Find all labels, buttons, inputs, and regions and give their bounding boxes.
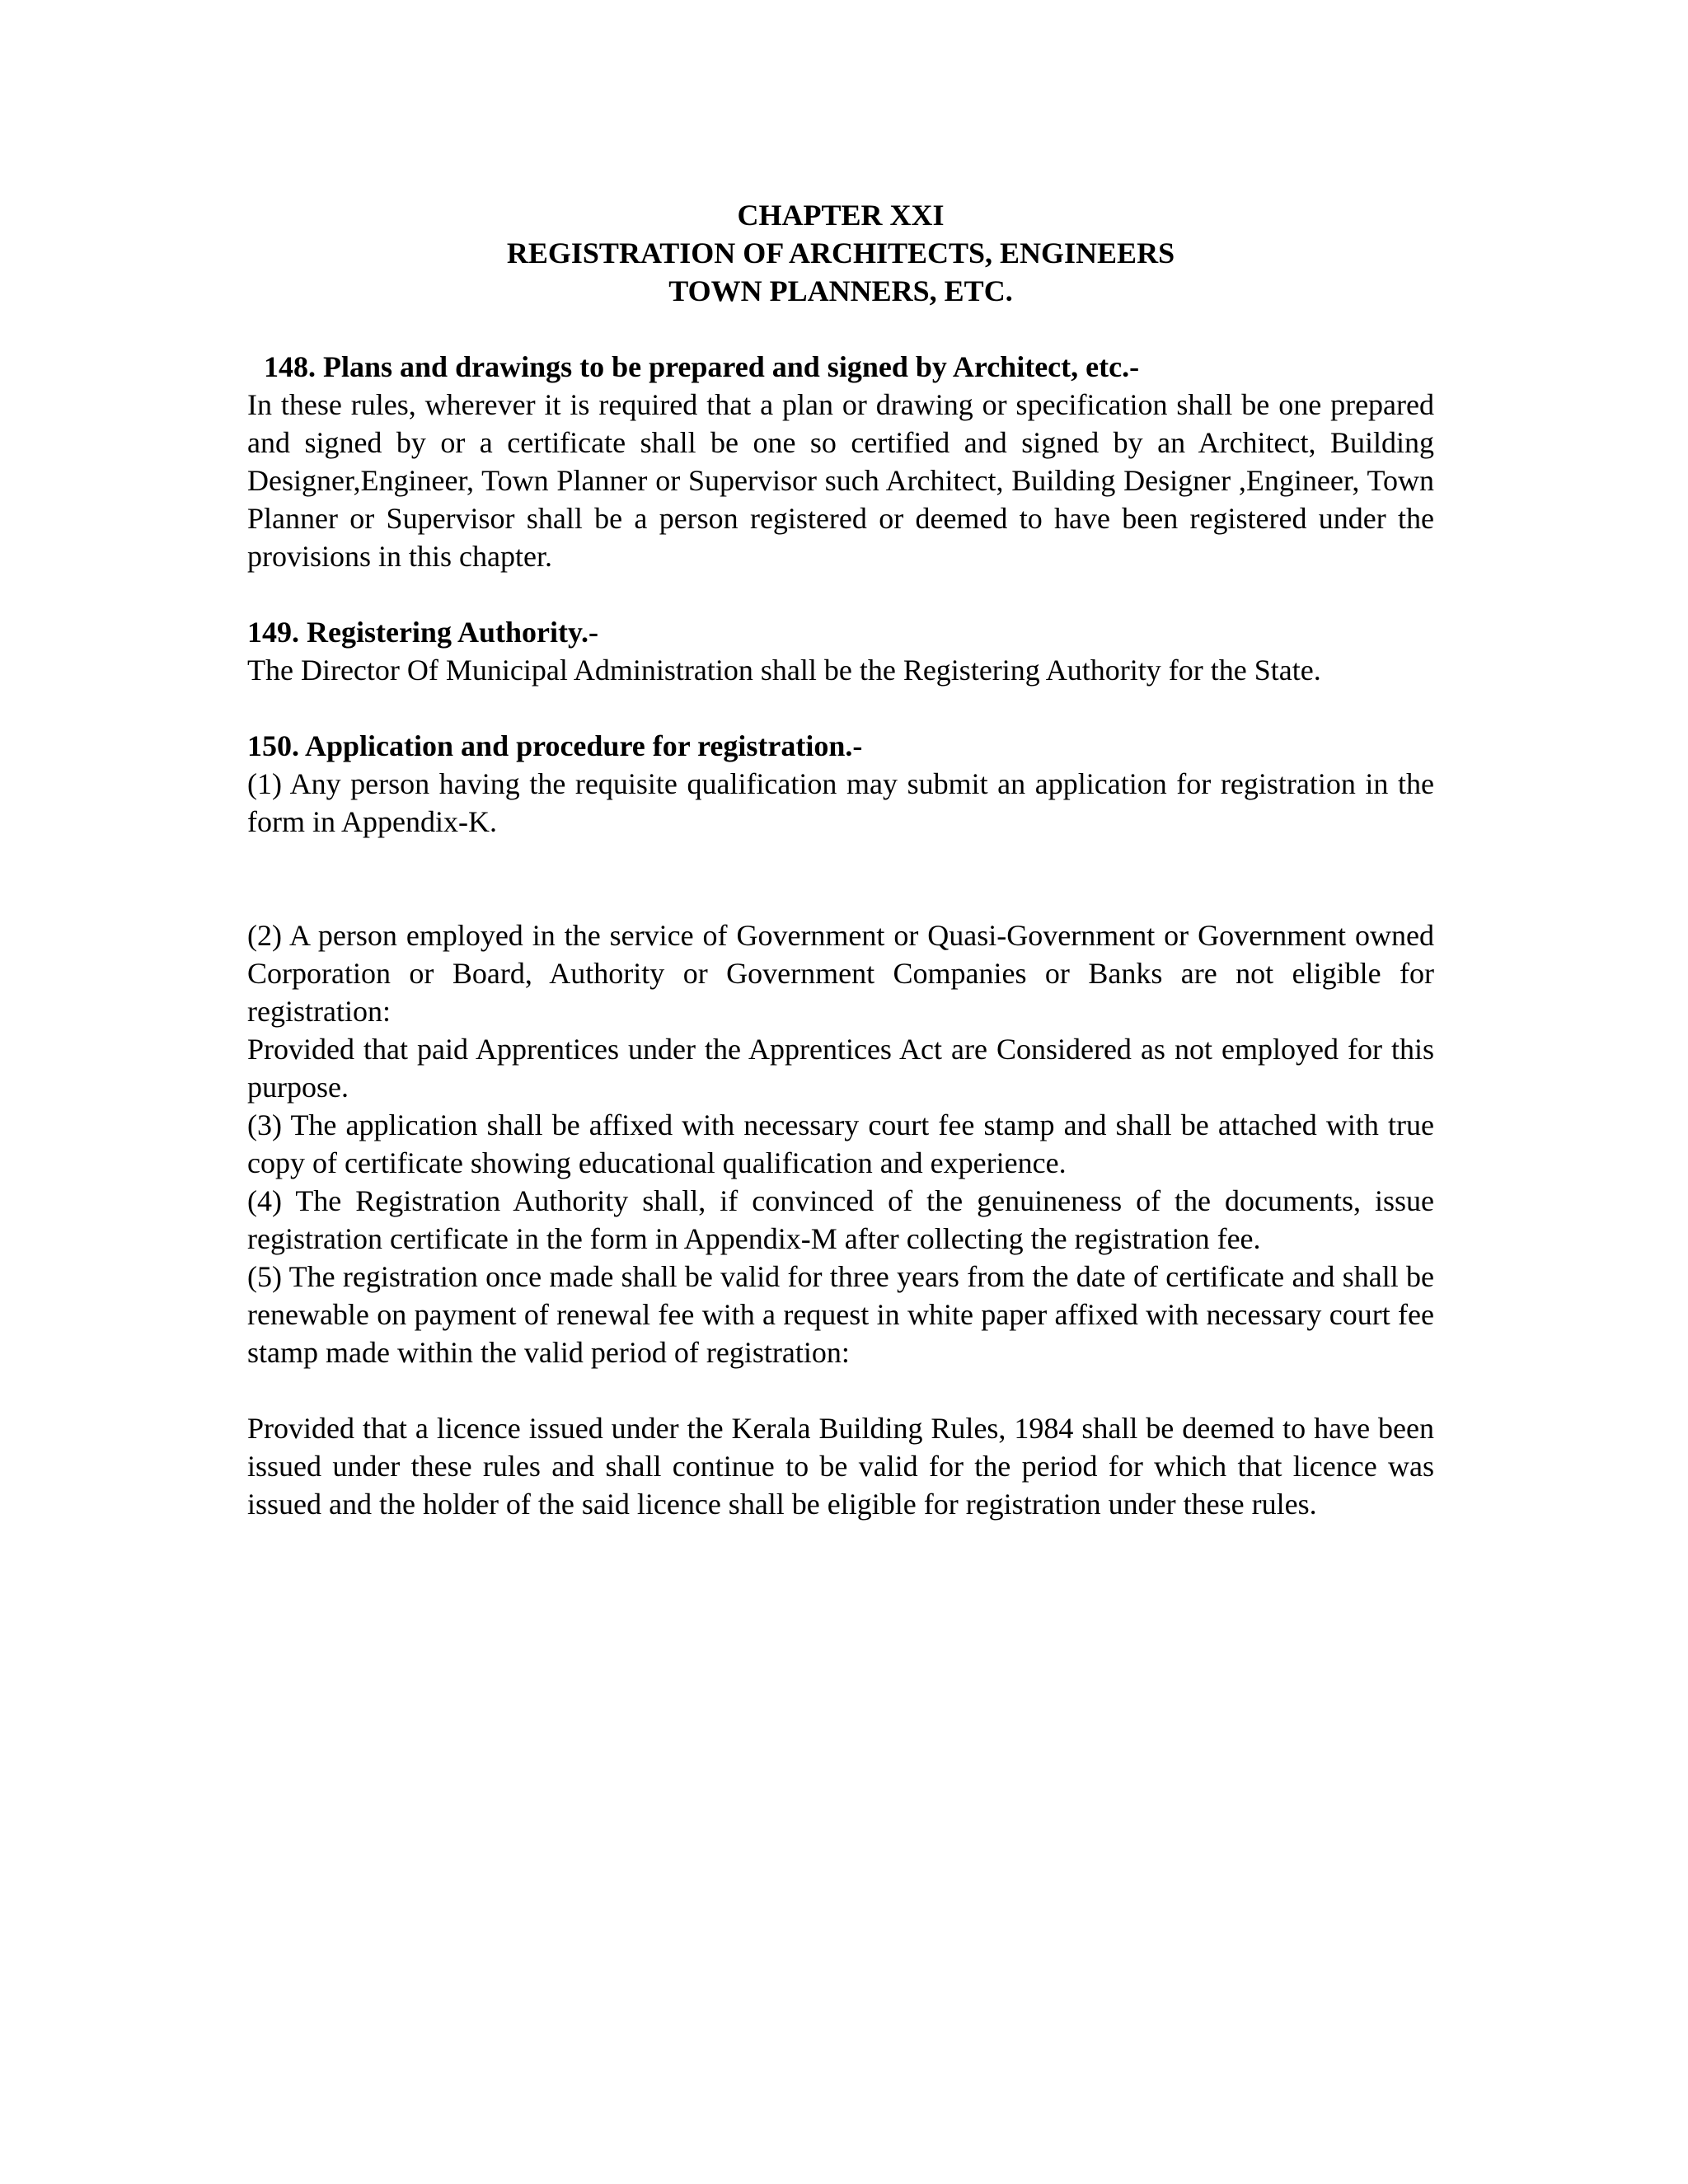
section-149-title: 149. Registering Authority.- xyxy=(247,616,598,649)
section-150-clause-5: (5) The registration once made shall be valid for three years from the date of certificate and shall be renewable on payment of renewal fee with a request in white paper affixed with necessary court fee stamp made within the valid period of registration: xyxy=(247,1260,1434,1369)
section-150-clause-1: (1) Any person having the requisite qualification may submit an application for registration in the form in Appendix-K. xyxy=(247,767,1434,838)
section-150-clause-2-proviso: Provided that paid Apprentices under the Apprentices Act are Considered as not employed for this purpose. xyxy=(247,1033,1434,1104)
section-149-text: The Director Of Municipal Administration shall be the Registering Authority for the State. xyxy=(247,654,1321,687)
document-page xyxy=(247,196,1434,1523)
section-150-clause-5-proviso: Provided that a licence issued under the Kerala Building Rules, 1984 shall be deemed to have been issued under these rules and shall continue to be valid for the period for which that licence was issued and the holder of the said licence shall be eligible for registration under these rules. xyxy=(247,1412,1434,1521)
section-150-clause-3: (3) The application shall be affixed with necessary court fee stamp and shall be attached with true copy of certificate showing educational qualification and experience. xyxy=(247,1108,1434,1179)
section-148-text: In these rules, wherever it is required that a plan or drawing or specification shall be one prepared and signed by or a certificate shall be one so certified and signed by an Architect, Building Designer,Engineer, Town Planner or Supervisor such Architect, Building Designer ,Engineer, Town Planner or Supervisor shall be a person registered or deemed to have been registered under the provisions in this chapter. xyxy=(247,388,1434,573)
section-148-title: 148. Plans and drawings to be prepared and signed by Architect, etc.- xyxy=(264,350,1140,383)
chapter-heading xyxy=(247,196,1434,310)
section-150-title: 150. Application and procedure for registration.- xyxy=(247,729,863,762)
chapter-title-line-2: TOWN PLANNERS, ETC. xyxy=(668,274,1013,307)
chapter-number: CHAPTER XXI xyxy=(737,199,945,232)
section-150-clause-4: (4) The Registration Authority shall, if convinced of the genuineness of the documents, issue registration certificate in the form in Appendix-M after collecting the registration fee. xyxy=(247,1184,1434,1255)
section-150-clause-2: (2) A person employed in the service of Government or Quasi-Government or Government owned Corporation or Board, Authority or Government Companies or Banks are not eligible for registration: xyxy=(247,919,1434,1028)
chapter-title-line-1: REGISTRATION OF ARCHITECTS, ENGINEERS xyxy=(506,237,1175,269)
